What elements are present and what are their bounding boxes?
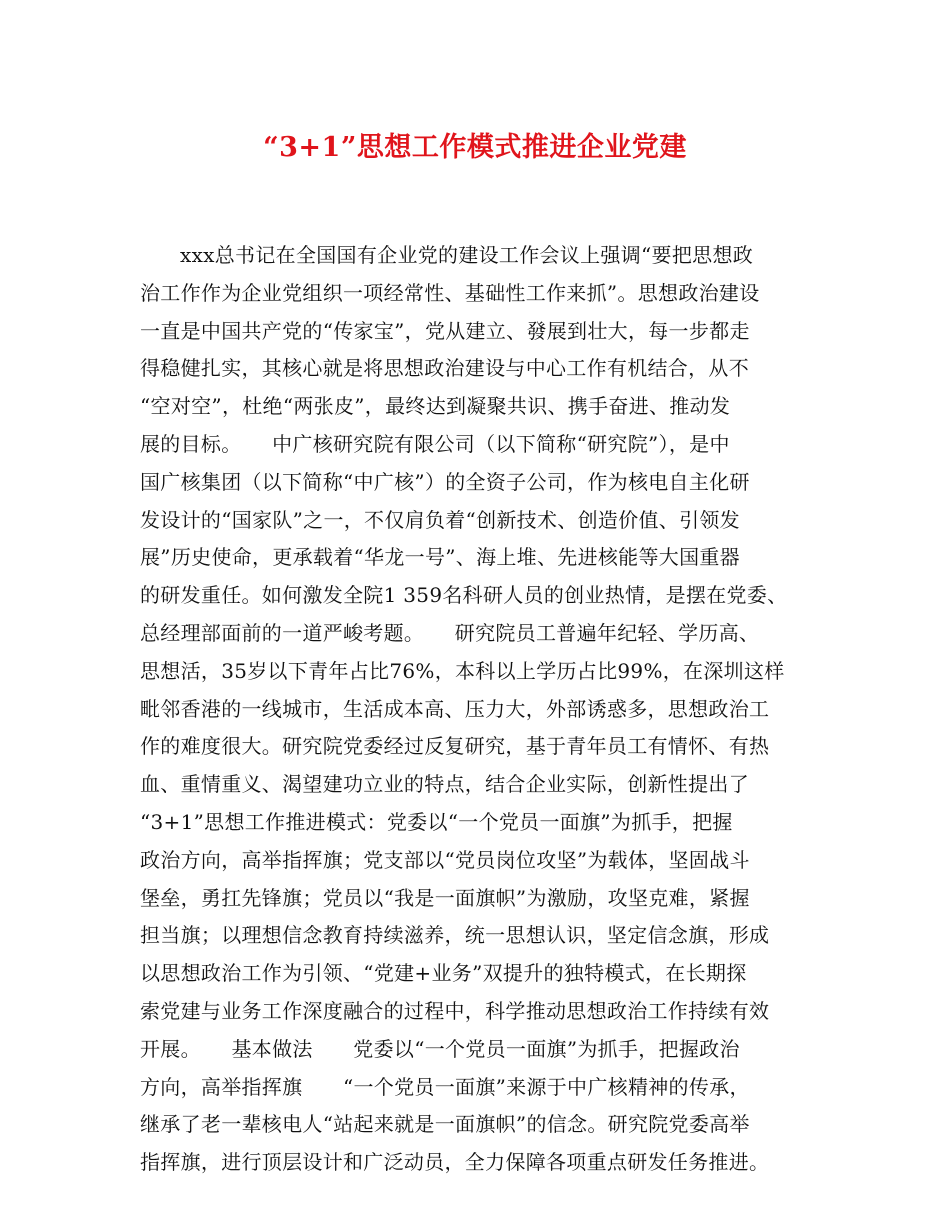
body-line: 血、重情重义、渴望建功立业的特点，结合企业实际，创新性提出了	[140, 772, 749, 797]
body-line: 指挥旗，进行顶层设计和广泛动员，全力保障各项重点研发任务推进。	[140, 1150, 770, 1175]
body-line: 发设计的“国家队”之一，不仅肩负着“创新技术、创造价值、引领发	[140, 507, 740, 532]
body-line: 索党建与业务工作深度融合的过程中，科学推动思想政治工作持续有效	[140, 998, 770, 1023]
body-line: 思想活，35岁以下青年占比76%，本科以上学历占比99%，在深圳这样	[140, 658, 785, 683]
body-line: “空对空”，杜绝“两张皮”，最终达到凝聚共识、携手奋进、推动发	[140, 394, 731, 419]
body-line: 治工作作为企业党组织一项经常性、基础性工作来抓”。思想政治建设	[140, 280, 760, 305]
body-line: 堡垒，勇扛先锋旗；党员以“我是一面旗帜”为激励，攻坚克难，紧握	[140, 885, 750, 910]
body-line: 的研发重任。如何激发全院1 359名科研人员的创业热情，是摆在党委、	[140, 583, 788, 608]
body-line: 一直是中国共产党的“传家宝”，党从建立、發展到壮大，每一步都走	[140, 318, 750, 343]
body-line: 展的目标。 中广核研究院有限公司（以下简称“研究院”），是中	[140, 431, 730, 456]
body-line: 毗邻香港的一线城市，生活成本高、压力大，外部诱惑多，思想政治工	[140, 696, 770, 721]
body-line: 方向，高举指挥旗 “一个党员一面旗”来源于中广核精神的传承，	[140, 1074, 750, 1099]
body-line: 以思想政治工作为引领、“党建+业务”双提升的独特模式，在长期探	[140, 961, 747, 986]
body-line: 国广核集团（以下简称“中广核”）的全资子公司，作为核电自主化研	[140, 469, 750, 494]
document-title: “3+1”思想工作模式推进企业党建	[263, 132, 687, 163]
body-line: 开展。 基本做法 党委以“一个党员一面旗”为抓手，把握政治	[140, 1036, 740, 1061]
body-line: 得稳健扎实，其核心就是将思想政治建设与中心工作有机结合，从不	[140, 356, 749, 381]
document-body	[140, 237, 820, 1182]
body-line: “3+1”思想工作推进模式：党委以“一个党员一面旗”为抓手，把握	[140, 809, 733, 834]
body-line: xxx总书记在全国国有企业党的建设工作会议上强调“要把思想政	[180, 243, 754, 267]
body-line: 政治方向，高举指挥旗；党支部以“党员岗位攻坚”为载体，坚固战斗	[140, 847, 750, 872]
body-line: 继承了老一辈核电人“站起来就是一面旗帜”的信念。研究院党委高举	[140, 1112, 750, 1137]
body-line: 担当旗；以理想信念教育持续滋养，统一思想认识，坚定信念旗，形成	[140, 923, 770, 948]
body-line: 展”历史使命，更承载着“华龙一号”、海上堆、先进核能等大国重器	[140, 545, 740, 570]
body-line: 作的难度很大。研究院党委经过反复研究，基于青年员工有情怀、有热	[140, 734, 770, 759]
body-line: 总经理部面前的一道严峻考题。 研究院员工普遍年纪轻、学历高、	[140, 620, 760, 645]
